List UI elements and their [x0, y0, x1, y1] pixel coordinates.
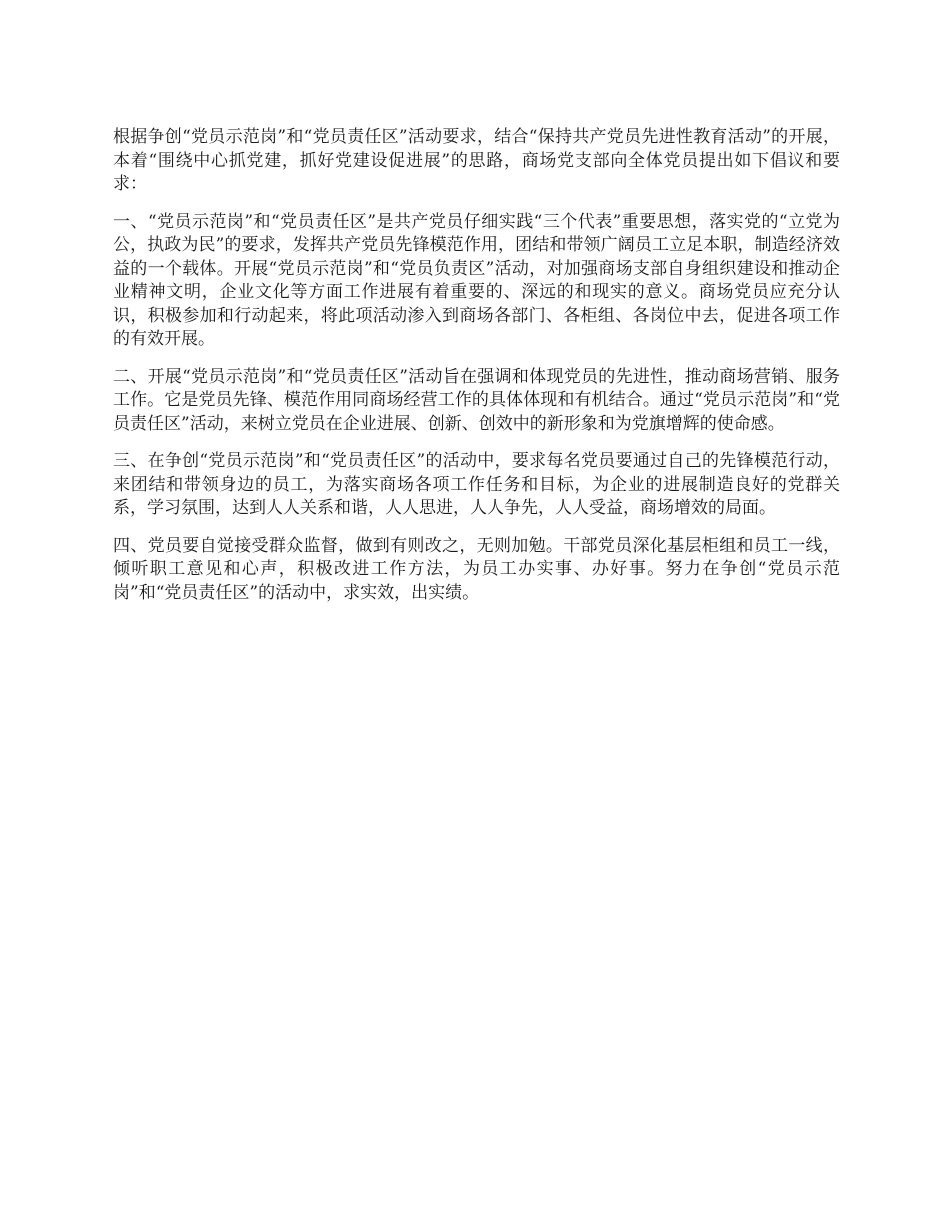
- paragraph-item-3: 三、在争创“党员示范岗”和“党员责任区”的活动中，要求每名党员要通过自己的先锋模范行动，来团结和带领身边的员工，为落实商场各项工作任务和目标，为企业的进展制造良好的党群关系，学习氛围，达到人人关系和谐，人人思进，人人争先，人人受益，商场增效的局面。: [113, 451, 840, 518]
- paragraph-item-1: 一、“党员示范岗”和“党员责任区”是共产党员仔细实践“三个代表”重要思想，落实党的“立党为公，执政为民”的要求，发挥共产党员先锋模范作用，团结和带领广阔员工立足本职，制造经济效益的一个载体。开展“党员示范岗”和“党员负责区”活动，对加强商场支部自身组织建设和推动企业精神文明，企业文化等方面工作进展有着重要的、深远的和现实的意义。商场党员应充分认识，积极参加和行动起来，将此项活动渗入到商场各部门、各柜组、各岗位中去，促进各项工作的有效开展。: [113, 211, 840, 349]
- paragraph-intro: 根据争创“党员示范岗”和“党员责任区”活动要求，结合“保持共产党员先进性教育活动”的开展，本着“围绕中心抓党建，抓好党建设促进展”的思路，商场党支部向全体党员提出如下倡议和要求：: [113, 127, 840, 194]
- document-body: [113, 126, 840, 619]
- paragraph-item-2: 二、开展“党员示范岗”和“党员责任区”活动旨在强调和体现党员的先进性，推动商场营销、服务工作。它是党员先锋、模范作用同商场经营工作的具体体现和有机结合。通过“党员示范岗”和“党员责任区”活动，来树立党员在企业进展、创新、创效中的新形象和为党旗增辉的使命感。: [113, 366, 840, 434]
- paragraph-item-4: 四、党员要自觉接受群众监督，做到有则改之，无则加勉。干部党员深化基层柜组和员工一线，倾听职工意见和心声，积极改进工作方法，为员工办实事、办好事。努力在争创“党员示范岗”和“党员责任区”的活动中，求实效，出实绩。: [113, 535, 840, 603]
